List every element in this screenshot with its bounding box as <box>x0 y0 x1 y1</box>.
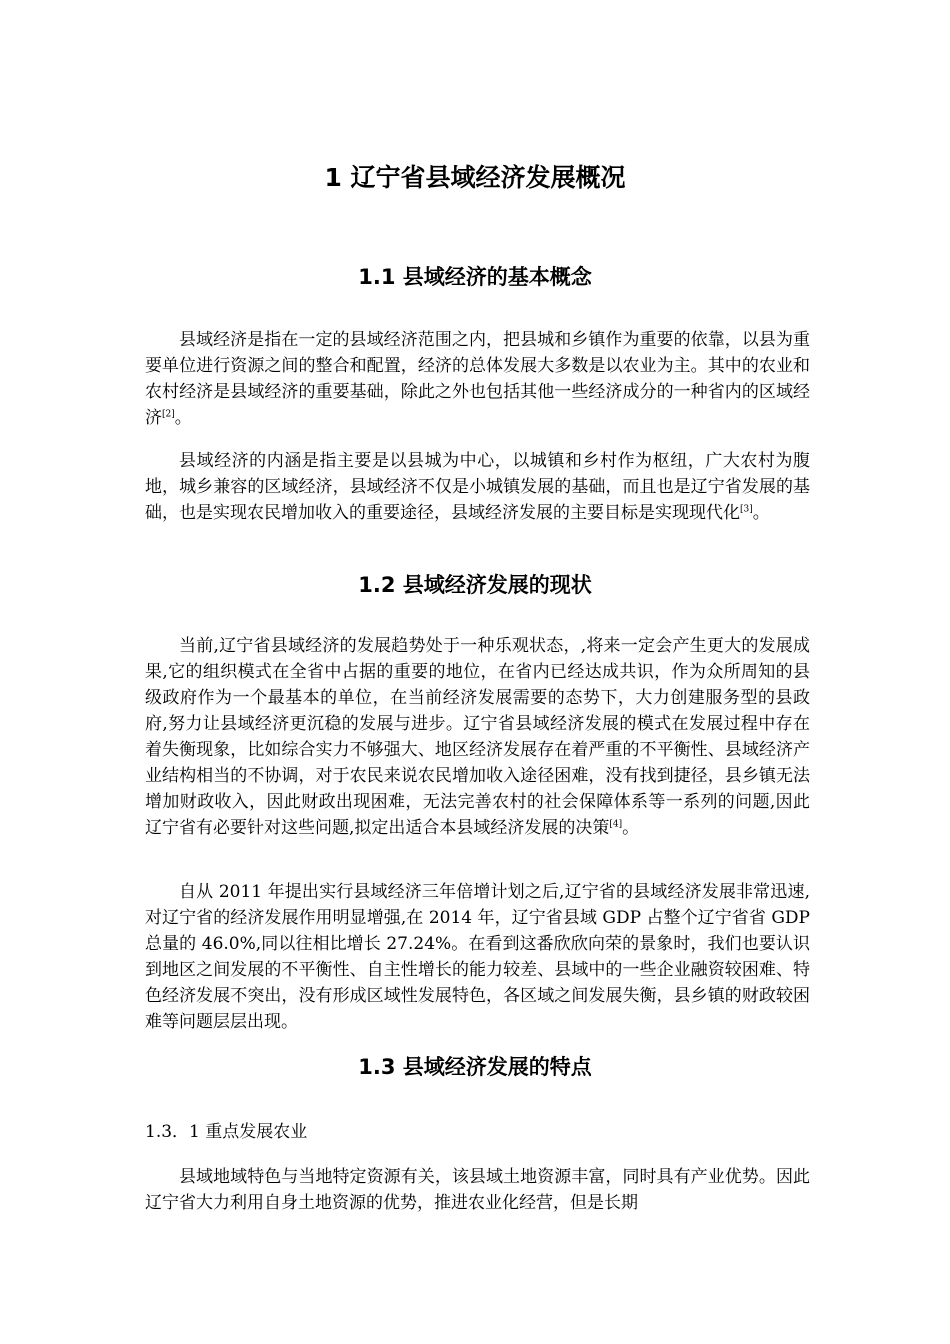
section-heading-1-3: 1.3 县域经济发展的特点 <box>358 1055 592 1079</box>
citation-ref: [4] <box>609 819 623 830</box>
paragraph-1-1-1 <box>145 327 810 431</box>
section-heading-1-2: 1.2 县域经济发展的现状 <box>358 573 592 597</box>
paragraph-end: 。 <box>174 408 192 428</box>
paragraph-1-3-1: 县域地域特色与当地特定资源有关，该县域土地资源丰富，同时具有产业优势。因此辽宁省大力利用自身土地资源的优势，推进农业化经营，但是长期 <box>145 1167 810 1213</box>
citation-ref: [3] <box>740 504 753 515</box>
paragraph-end: 。 <box>622 818 640 838</box>
paragraph-1-1-2 <box>145 448 810 526</box>
paragraph-1-2-1 <box>145 633 810 841</box>
paragraph-1-2-2: 自从 2011 年提出实行县域经济三年倍增计划之后,辽宁省的县域经济发展非常迅速,对辽宁省的经济发展作用明显增强,在 2014 年，辽宁省县域 GDP 占整个辽宁省省 GDP 总量的 46.0%,同以往相比增长 27.24%。在看到这番欣欣向荣的景象时，我们也要认识到地区之间发展的不平衡性、自主性增长的能力较差、县域中的一些企业融资较困难、特色经济发展不突出，没有形成区域性发展特色，各区域之间发展失衡，县乡镇的财政较困难等问题层层出现。 <box>145 882 810 1032</box>
paragraph-text: 县域经济的内涵是指主要是以县城为中心，以城镇和乡村作为枢纽，广大农村为腹地，城乡兼容的区域经济，县域经济不仅是小城镇发展的基础，而且也是辽宁省发展的基础，也是实现农民增加收入的重要途径，县域经济发展的主要目标是实现现代化 <box>145 451 810 523</box>
paragraph-text: 当前,辽宁省县域经济的发展趋势处于一种乐观状态，,将来一定会产生更大的发展成果,它的组织模式在全省中占据的重要的地位，在省内已经达成共识，作为众所周知的县级政府作为一个最基本的单位，在当前经济发展需要的态势下，大力创建服务型的县政府,努力让县域经济更沉稳的发展与进步。辽宁省县域经济发展的模式在发展过程中存在着失衡现象，比如综合实力不够强大、地区经济发展存在着严重的不平衡性、县域经济产业结构相当的不协调，对于农民来说农民增加收入途径困难，没有找到捷径，县乡镇无法增加财政收入，因此财政出现困难，无法完善农村的社会保障体系等一系列的问题,因此辽宁省有必要针对这些问题,拟定出适合本县域经济发展的决策 <box>145 636 810 838</box>
citation-ref: [2] <box>162 409 175 420</box>
section-heading-1-1: 1.1 县域经济的基本概念 <box>358 265 592 289</box>
paragraph-text: 县域经济是指在一定的县域经济范围之内，把县城和乡镇作为重要的依靠，以县为重要单位进行资源之间的整合和配置，经济的总体发展大多数是以农业为主。其中的农业和农村经济是县域经济的重要基础，除此之外也包括其他一些经济成分的一种省内的区域经济 <box>145 330 810 428</box>
paragraph-end: 。 <box>752 503 770 523</box>
chapter-title: 1 辽宁省县域经济发展概况 <box>324 163 626 192</box>
subsection-heading-1-3-1: 1.3．1 重点发展农业 <box>145 1122 308 1142</box>
